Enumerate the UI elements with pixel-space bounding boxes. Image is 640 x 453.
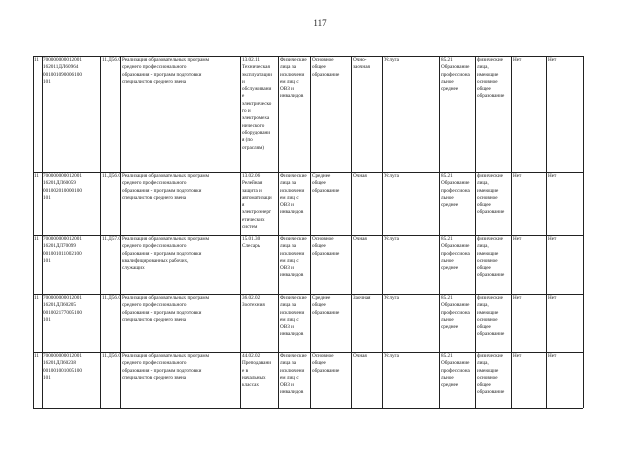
cell-form: Очная [353, 173, 367, 179]
column-border [240, 56, 241, 408]
cell-education: Среднее общее образование [312, 173, 340, 194]
cell-form: Очная [353, 353, 367, 359]
cell-c1: Нет [513, 57, 522, 63]
cell-okved: 85.21 Образование профессиона льное среднее [441, 57, 470, 93]
cell-type: Услуга [384, 57, 399, 63]
cell-education: Основное общее образование [312, 236, 340, 257]
cell-org: 11.Д56.0 [102, 57, 121, 63]
cell-code: 700000000012001 16201ДЛ70099 001001011002100 101 [43, 236, 82, 264]
cell-education: Основное общее образование [312, 353, 340, 374]
cell-c2: Нет [548, 353, 557, 359]
cell-num: 11 [34, 353, 39, 359]
cell-consumers: физические лица, имеющие основное общее образование [477, 173, 505, 216]
cell-service: Реализация образовательных программ среднего профессионального образования - программ подготовки квалифицированных рабочих, служащих [122, 236, 210, 272]
cell-category: Физические лица за исключени ем лиц с ОВЗ и инвалидов [280, 236, 307, 279]
row-border [33, 408, 583, 409]
cell-c1: Нет [513, 173, 522, 179]
cell-type: Услуга [384, 173, 399, 179]
cell-specialty: 44.02.02 Преподавани е в начальных классах [242, 353, 272, 389]
cell-consumers: физические лица, имеющие основное общее образование [477, 57, 505, 100]
cell-org: 11.Д56.0 [102, 353, 121, 359]
cell-c1: Нет [513, 236, 522, 242]
cell-form: Очно- заочная [353, 57, 370, 71]
cell-c2: Нет [548, 57, 557, 63]
cell-type: Услуга [384, 295, 399, 301]
cell-okved: 85.21 Образование профессиона льное среднее [441, 236, 470, 272]
column-border [310, 56, 311, 408]
cell-org: 11.Д57.0 [102, 236, 121, 242]
column-border [382, 56, 383, 408]
cell-code: 700000000012001 16201ДЛ60238 001001001005100 101 [43, 353, 82, 381]
cell-form: Заочная [353, 295, 371, 301]
page-number: 117 [313, 18, 327, 28]
cell-c2: Нет [548, 173, 557, 179]
cell-service: Реализация образовательных программ среднего профессионального образования - программ подготовки специалистов среднего звена [122, 57, 210, 85]
cell-consumers: физические лица, имеющие основное общее образование [477, 353, 505, 396]
cell-specialty: 13.02.06 Релейная защита и автоматизаци я электроэнерг етических систем [242, 173, 272, 231]
cell-consumers: физические лица, имеющие основное общее образование [477, 236, 505, 279]
column-border [100, 56, 101, 408]
cell-specialty: 15.01.30 Слесарь [242, 236, 261, 250]
cell-code: 700000000012001 16201ДЛ60059 001002010000100 101 [43, 173, 82, 201]
column-border [351, 56, 352, 408]
cell-c1: Нет [513, 353, 522, 359]
cell-category: Физические лица за исключени ем лиц с ОВЗ и инвалидов [280, 295, 307, 338]
cell-type: Услуга [384, 353, 399, 359]
cell-code: 700000000012001 162011ДЛ60964 001001090006100 101 [43, 57, 82, 85]
cell-c2: Нет [548, 236, 557, 242]
cell-category: Физические лица за исключени ем лиц с ОВЗ и инвалидов [280, 57, 307, 100]
cell-okved: 85.21 Образование профессиона льное среднее [441, 295, 470, 331]
cell-okved: 85.21 Образование профессиона льное среднее [441, 173, 470, 209]
cell-num: 11 [34, 57, 39, 63]
cell-specialty: 13.02.11 Техническая эксплуатации и обслуживани е электрическо го и электромеха нического оборудовани я (по отраслям) [242, 57, 272, 151]
cell-specialty: 36.02.02 Зоотехния [242, 295, 265, 309]
cell-education: Среднее общее образование [312, 295, 340, 316]
cell-type: Услуга [384, 236, 399, 242]
cell-service: Реализация образовательных программ среднего профессионального образования - программ подготовки специалистов среднего звена [122, 353, 210, 381]
cell-num: 11 [34, 236, 39, 242]
column-border [475, 56, 476, 408]
cell-category: Физические лица за исключени ем лиц с ОВЗ и инвалидов [280, 173, 307, 216]
column-border [278, 56, 279, 408]
cell-c2: Нет [548, 295, 557, 301]
column-border [546, 56, 547, 408]
cell-okved: 85.21 Образование профессиона льное среднее [441, 353, 470, 389]
column-border [583, 56, 584, 408]
cell-num: 11 [34, 295, 39, 301]
cell-org: 11.Д56.0 [102, 295, 121, 301]
cell-c1: Нет [513, 295, 522, 301]
column-border [439, 56, 440, 408]
cell-category: Физические лица за исключени ем лиц с ОВЗ и инвалидов [280, 353, 307, 396]
cell-code: 700000000012001 16201ДЛ60205 001002177005100 101 [43, 295, 82, 323]
cell-consumers: физические лица, имеющие основное общее образование [477, 295, 505, 338]
column-border [511, 56, 512, 408]
cell-education: Основное общее образование [312, 57, 340, 78]
cell-num: 11 [34, 173, 39, 179]
cell-org: 11.Д56.0 [102, 173, 121, 179]
cell-service: Реализация образовательных программ среднего профессионального образования - программ подготовки специалистов среднего звена [122, 173, 210, 201]
cell-service: Реализация образовательных программ среднего профессионального образования - программ подготовки специалистов среднего звена [122, 295, 210, 323]
cell-form: Очная [353, 236, 367, 242]
